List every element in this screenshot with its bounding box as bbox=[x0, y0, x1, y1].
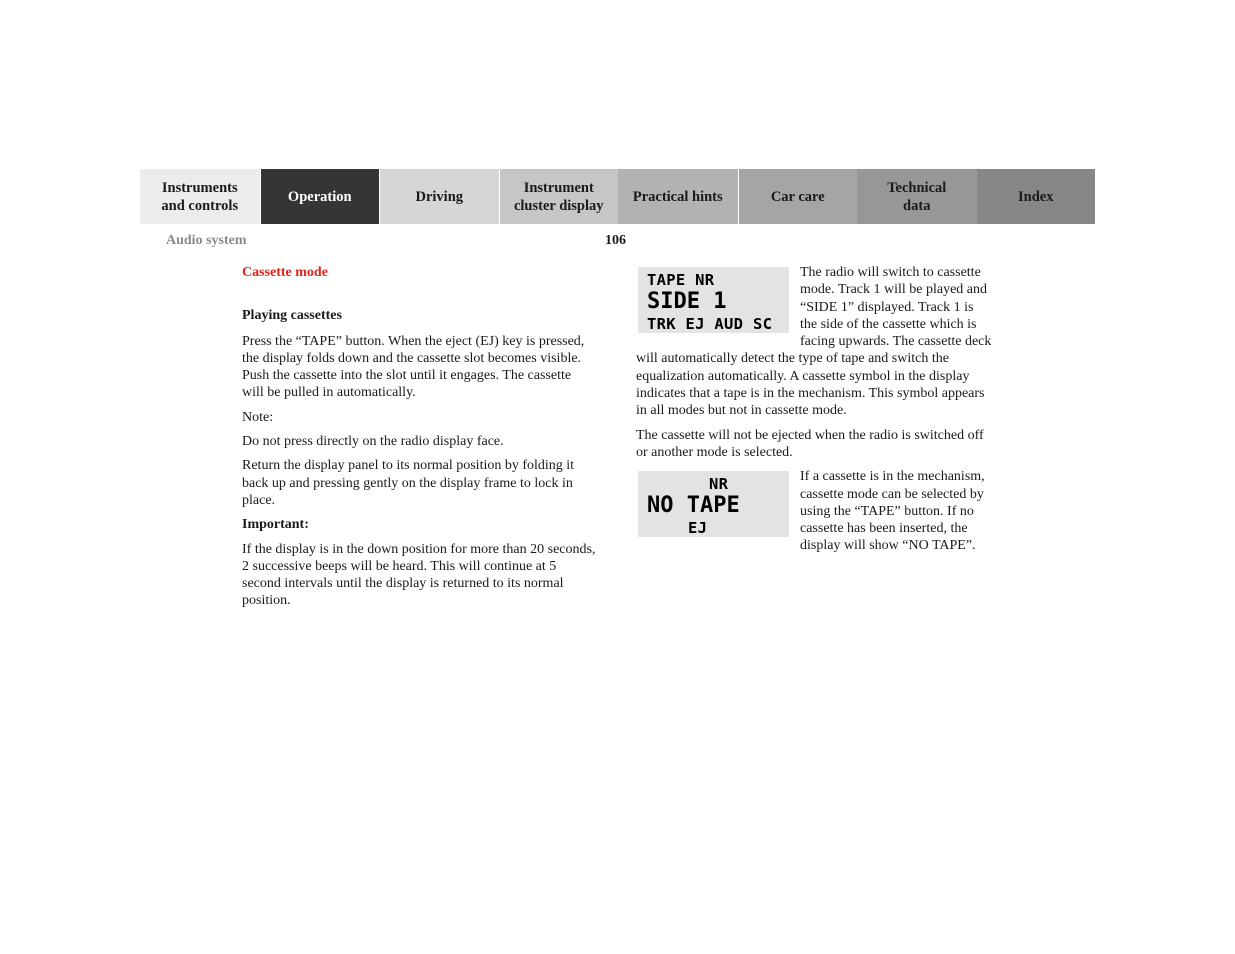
display-line: TAPE NR bbox=[647, 271, 715, 289]
tab-label: Car care bbox=[770, 188, 825, 205]
tab-label: Technical data bbox=[887, 179, 947, 214]
radio-display-no-tape bbox=[638, 471, 789, 537]
subheading: Playing cassettes bbox=[242, 308, 342, 324]
display-line: NR bbox=[709, 475, 729, 494]
paragraph: Return the display panel to its normal position by folding it back up and pressing gently on the display frame to lock in place. bbox=[242, 458, 575, 508]
note-label: Note: bbox=[242, 409, 274, 425]
paragraph: The cassette will not be ejected when the radio is switched off or another mode is selected. bbox=[636, 427, 984, 460]
display-line: EJ bbox=[688, 519, 708, 538]
paragraph: Press the “TAPE” button. When the eject (EJ) key is pressed, the display folds down and the cassette slot becomes visible. Push the cassette into the slot until it engages. The cassette will be pulled in automatically. bbox=[242, 333, 585, 401]
tab-index[interactable] bbox=[977, 169, 1096, 224]
right-column bbox=[636, 264, 992, 562]
tab-operation[interactable] bbox=[261, 169, 380, 224]
tab-car-care[interactable] bbox=[739, 169, 858, 224]
left-column bbox=[242, 264, 596, 617]
tab-instruments-and-controls[interactable] bbox=[140, 169, 260, 224]
tab-label: Index bbox=[1018, 188, 1054, 205]
section-title: Audio system bbox=[166, 233, 247, 248]
tab-technical-data[interactable] bbox=[857, 169, 977, 224]
radio-display-tape bbox=[638, 267, 789, 333]
important-label: Important: bbox=[242, 517, 309, 533]
display-line: TRK EJ AUD SC bbox=[647, 315, 773, 333]
display-line: SIDE 1 bbox=[647, 289, 727, 314]
tab-label: Instrument cluster display bbox=[513, 179, 604, 214]
paragraph: If the display is in the down position for more than 20 seconds, 2 successive beeps will be heard. This will continue at 5 second intervals until the display is returned to its normal position. bbox=[242, 541, 596, 609]
section-heading: Cassette mode bbox=[242, 265, 328, 280]
page-number: 106 bbox=[605, 233, 626, 248]
tab-practical-hints[interactable] bbox=[618, 169, 738, 224]
display-line: NO TAPE bbox=[647, 493, 740, 519]
tab-driving[interactable] bbox=[380, 169, 499, 224]
tab-label: Driving bbox=[415, 188, 464, 205]
tab-label: Practical hints bbox=[632, 188, 723, 205]
tab-label: Operation bbox=[287, 188, 352, 205]
tab-label: Instruments and controls bbox=[161, 179, 239, 214]
paragraph: If a cassette is in the mechanism, cassette mode can be selected by using the “TAPE” button. If no cassette has been inserted, the display will show “NO TAPE”. bbox=[800, 469, 985, 554]
paragraph: The radio will switch to cassette mode. Track 1 will be played and “SIDE 1” displayed. Track 1 is the side of the cassette which is facing upwards. The cassette deck will automatically detect the type of tape and switch the equalization automatically. A cassette symbol in the display indicates that a tape is in the mechanism. This symbol appears in all modes but not in cassette mode. bbox=[636, 265, 992, 419]
chapter-navigation bbox=[140, 169, 1095, 224]
paragraph: Do not press directly on the radio display face. bbox=[242, 434, 504, 450]
tab-instrument-cluster-display[interactable] bbox=[500, 169, 619, 224]
